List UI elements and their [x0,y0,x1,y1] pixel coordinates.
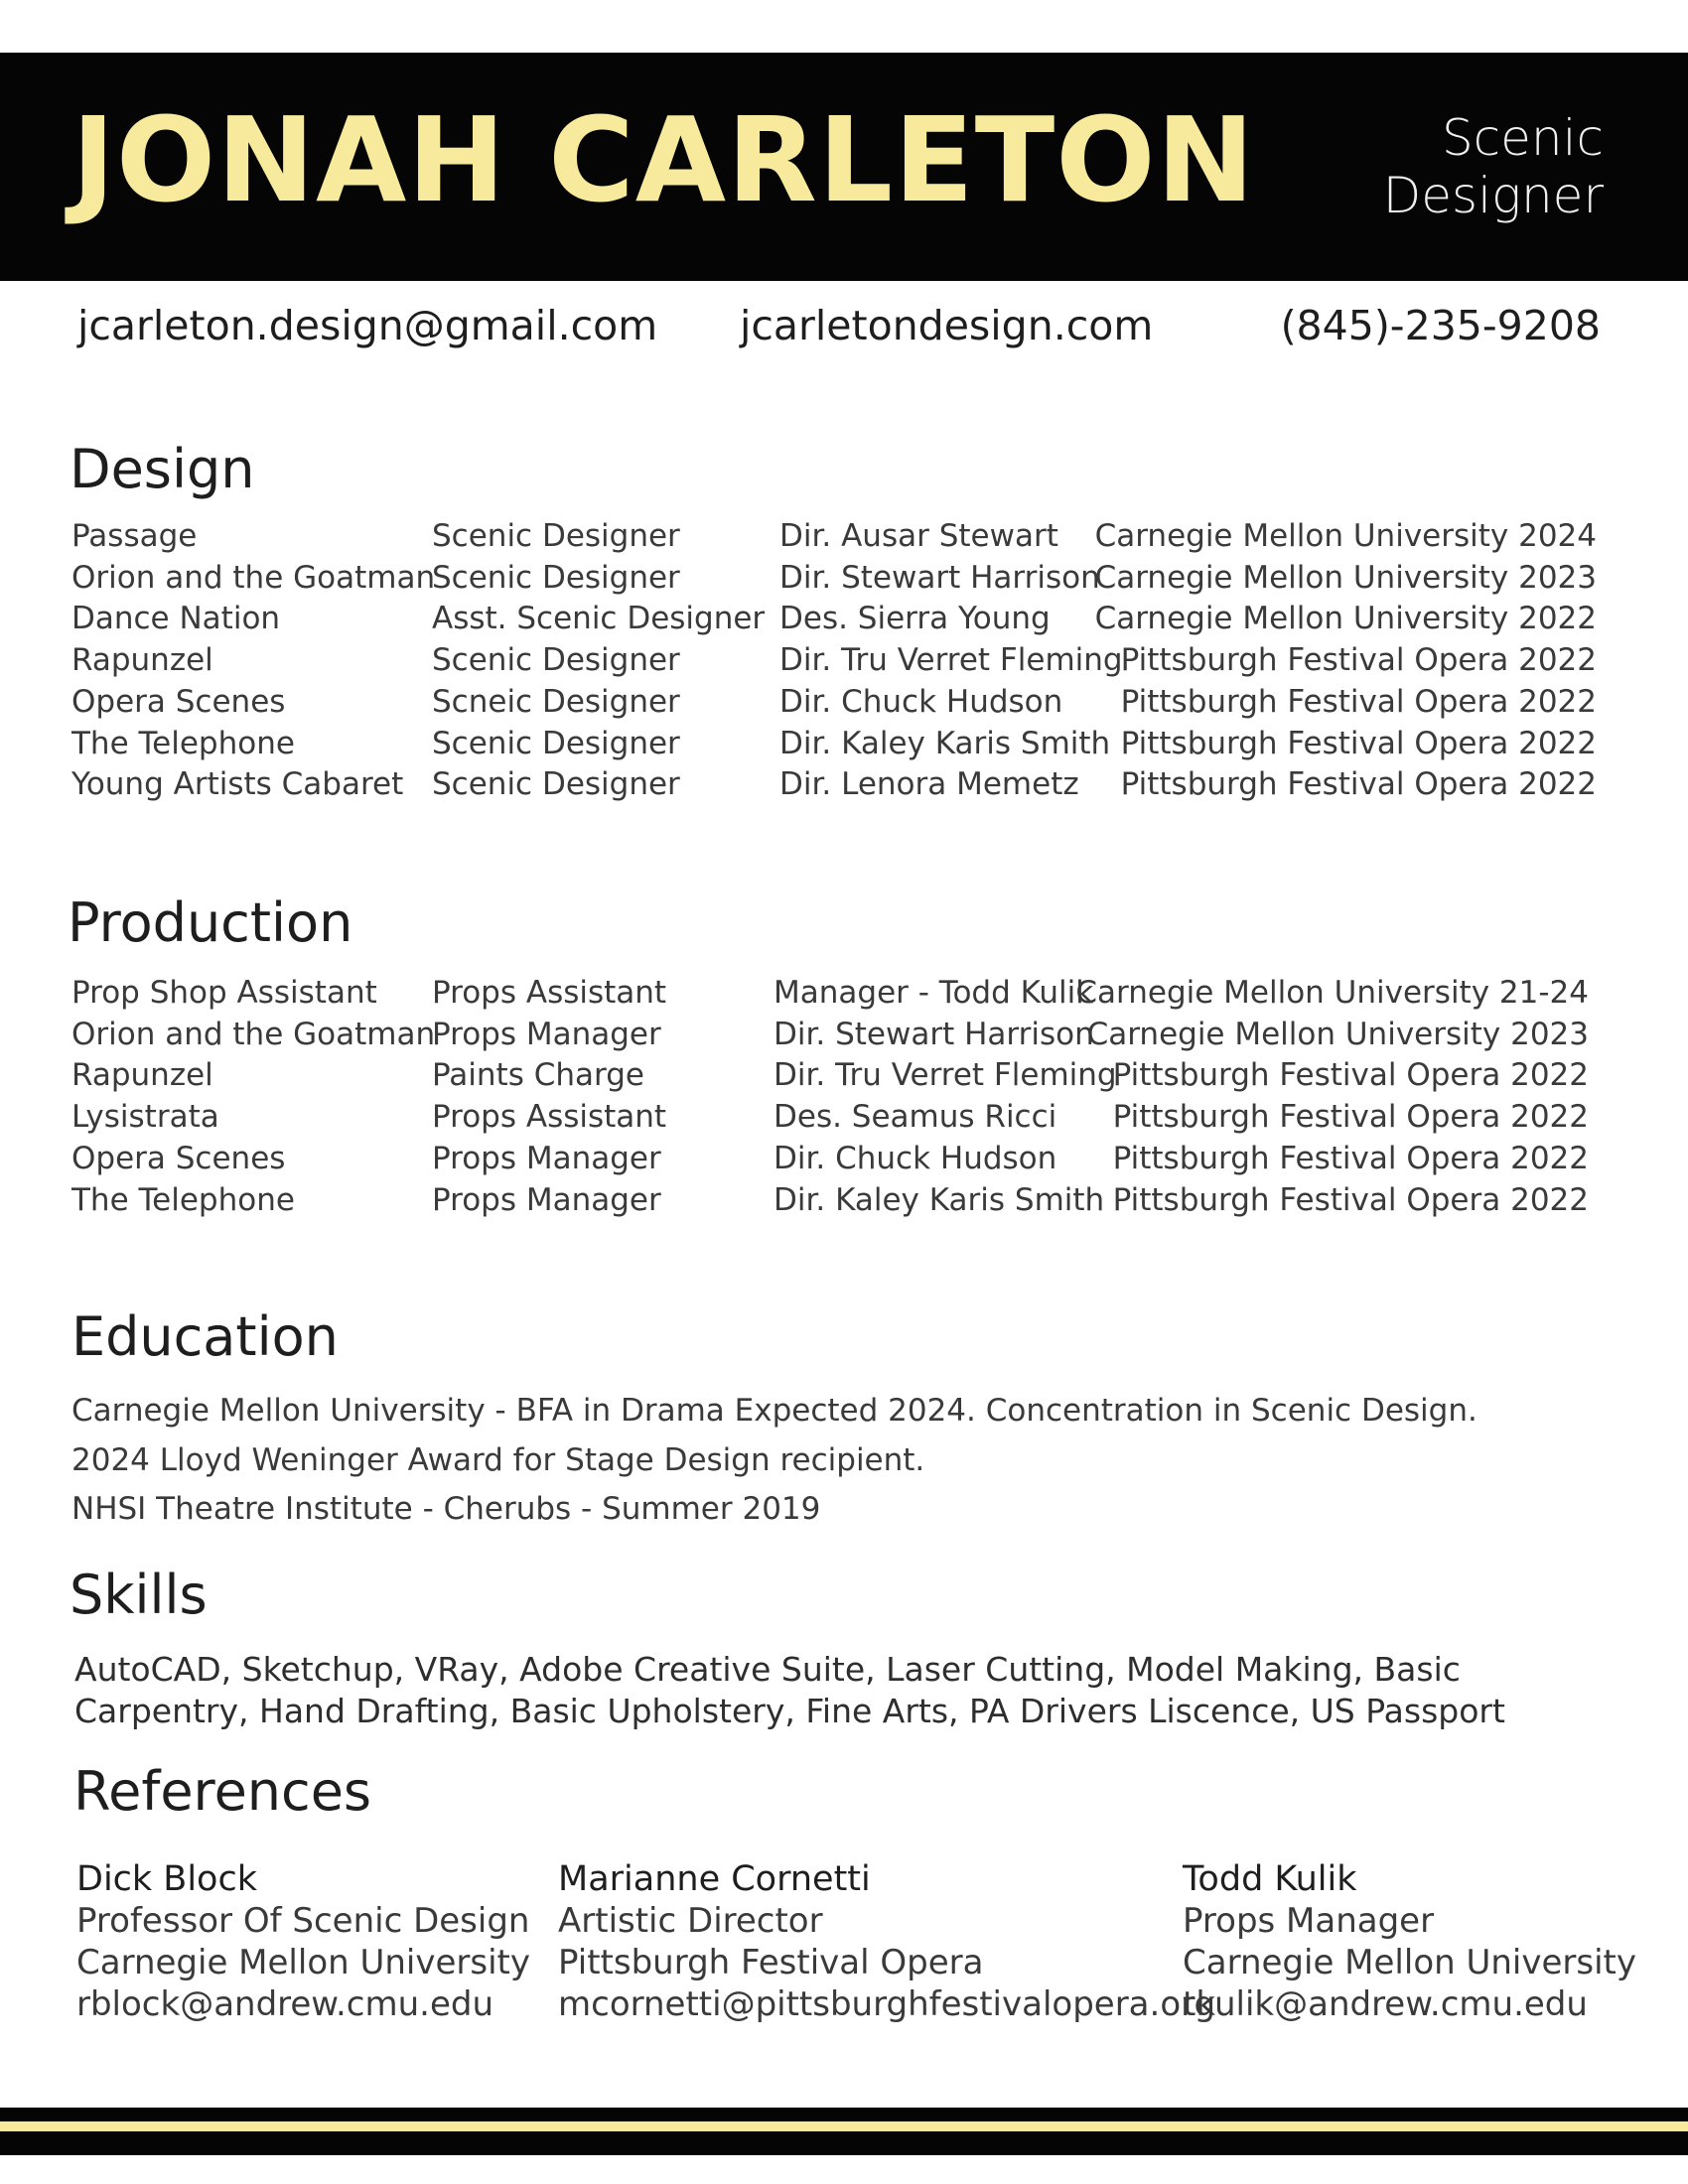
production-role-cell: Props Manager [432,1181,661,1218]
contact-email[interactable]: jcarleton.design@gmail.com [77,302,658,349]
section-title-skills: Skills [70,1564,208,1626]
production-role-cell: Props Manager [432,1016,661,1052]
production-director-cell: Dir. Tru Verret Fleming [774,1057,1117,1094]
reference-email[interactable]: rblock@andrew.cmu.edu [76,1984,494,2024]
reference-card [558,1858,1215,2025]
reference-card [1183,1858,1636,2025]
job-title-line-1: Scenic [1441,109,1604,167]
section-title-references: References [73,1760,372,1823]
production-director-cell: Dir. Stewart Harrison [774,1016,1094,1052]
design-venue-cell: Carnegie Mellon University 2023 [1094,559,1597,596]
design-production-cell: Dance Nation [71,601,281,637]
design-production-cell: Rapunzel [71,642,213,679]
education-line: 2024 Lloyd Weninger Award for Stage Design recipient. [71,1442,925,1478]
production-role-cell: Paints Charge [432,1057,644,1094]
design-director-cell: Dir. Tru Verret Fleming [779,642,1123,679]
design-director-cell: Des. Sierra Young [779,601,1051,637]
design-director-cell: Dir. Kaley Karis Smith [779,725,1111,761]
education-line: NHSI Theatre Institute - Cherubs - Summer 2019 [71,1491,821,1527]
job-title-line-2: Designer [1382,167,1604,224]
reference-email[interactable]: mcornetti@pittsburghfestivalopera.org [558,1984,1216,2024]
production-venue-cell: Pittsburgh Festival Opera 2022 [1112,1140,1589,1176]
section-title-design: Design [70,438,255,500]
section-title-production: Production [68,891,353,954]
production-venue-cell: Carnegie Mellon University 21-24 [1075,975,1589,1011]
reference-name: Dick Block [76,1859,257,1899]
production-production-cell: Lysistrata [71,1099,219,1136]
design-venue-cell: Pittsburgh Festival Opera 2022 [1120,683,1597,720]
design-production-cell: Young Artists Cabaret [71,766,404,803]
footer-accent-stripe [0,2121,1688,2131]
reference-organization: Pittsburgh Festival Opera [558,1943,984,1982]
design-director-cell: Dir. Ausar Stewart [779,518,1058,554]
production-venue-cell: Pittsburgh Festival Opera 2022 [1112,1057,1589,1094]
production-director-cell: Manager - Todd Kulik [774,975,1094,1011]
reference-organization: Carnegie Mellon University [76,1943,530,1982]
design-production-cell: Passage [71,518,198,554]
production-venue-cell: Pittsburgh Festival Opera 2022 [1112,1181,1589,1218]
design-role-cell: Scneic Designer [432,683,680,720]
reference-email[interactable]: tkulik@andrew.cmu.edu [1183,1984,1588,2024]
production-venue-cell: Carnegie Mellon University 2023 [1086,1016,1589,1052]
design-production-cell: Orion and the Goatman [71,559,436,596]
production-venue-cell: Pittsburgh Festival Opera 2022 [1112,1099,1589,1136]
design-venue-cell: Pittsburgh Festival Opera 2022 [1120,766,1597,803]
design-role-cell: Scenic Designer [432,766,680,803]
education-line: Carnegie Mellon University - BFA in Drama Expected 2024. Concentration in Scenic Design. [71,1393,1477,1429]
contact-website[interactable]: jcarletondesign.com [740,302,1154,349]
production-production-cell: The Telephone [71,1181,295,1218]
production-role-cell: Props Manager [432,1140,661,1176]
design-production-cell: The Telephone [71,725,295,761]
design-venue-cell: Carnegie Mellon University 2024 [1094,518,1597,554]
design-role-cell: Scenic Designer [432,559,680,596]
design-role-cell: Scenic Designer [432,725,680,761]
candidate-name: JONAH CARLETON [71,91,1256,228]
production-production-cell: Rapunzel [71,1057,213,1094]
reference-name: Todd Kulik [1183,1859,1357,1899]
production-director-cell: Dir. Kaley Karis Smith [774,1181,1105,1218]
reference-title: Artistic Director [558,1901,823,1941]
design-role-cell: Scenic Designer [432,642,680,679]
design-director-cell: Dir. Chuck Hudson [779,683,1063,720]
design-venue-cell: Pittsburgh Festival Opera 2022 [1120,725,1597,761]
design-role-cell: Scenic Designer [432,518,680,554]
production-production-cell: Opera Scenes [71,1140,286,1176]
reference-title: Props Manager [1183,1901,1435,1941]
footer-bar-bottom [0,2131,1688,2155]
reference-card [76,1858,530,2025]
section-title-education: Education [71,1305,339,1368]
design-role-cell: Asst. Scenic Designer [432,601,766,637]
job-title [1306,109,1604,224]
design-director-cell: Dir. Stewart Harrison [779,559,1100,596]
production-production-cell: Orion and the Goatman [71,1016,436,1052]
skills-list: AutoCAD, Sketchup, VRay, Adobe Creative Suite, Laser Cutting, Model Making, Basic Carpentry, Hand Drafting, Basic Upholstery, Fine Arts, PA Drivers Liscence, US Passport [74,1650,1505,1730]
production-director-cell: Des. Seamus Ricci [774,1099,1057,1136]
reference-title: Professor Of Scenic Design [76,1901,530,1941]
footer-bar-top [0,2108,1688,2121]
production-role-cell: Props Assistant [432,975,667,1011]
design-venue-cell: Carnegie Mellon University 2022 [1094,601,1597,637]
design-venue-cell: Pittsburgh Festival Opera 2022 [1120,642,1597,679]
design-production-cell: Opera Scenes [71,683,286,720]
design-director-cell: Dir. Lenora Memetz [779,766,1079,803]
production-role-cell: Props Assistant [432,1099,667,1136]
reference-organization: Carnegie Mellon University [1183,1943,1636,1982]
contact-phone: (845)-235-9208 [1280,302,1601,349]
production-production-cell: Prop Shop Assistant [71,975,377,1011]
production-director-cell: Dir. Chuck Hudson [774,1140,1057,1176]
reference-name: Marianne Cornetti [558,1859,871,1899]
